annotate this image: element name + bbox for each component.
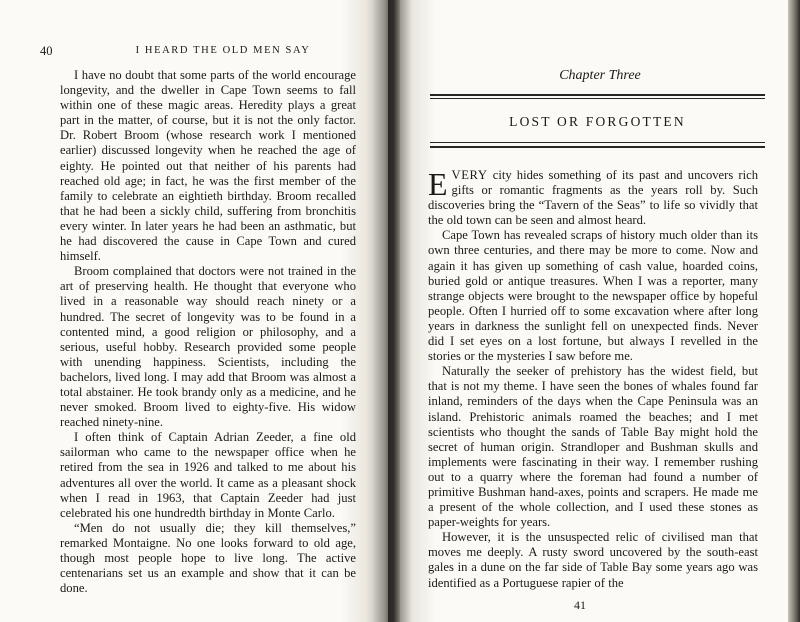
opening-paragraph-text: city hides something of its past and uncovers rich gifts or romantic fragments as the years roll by. Such discoveries bring the “Tavern of the Seas” to life so vividly that the old town can be seen and almost heard. — [428, 168, 758, 228]
chapter-rule-bottom — [430, 146, 765, 148]
chapter-rule-top — [430, 94, 765, 96]
left-paragraph-1: I have no doubt that some parts of the world encourage longevity, and the dweller in Cape Town seems to fall within one of these magic areas. Heredity plays a great part in the matter, of course, but it is not the only factor. Dr. Robert Broom (whose research work I mentioned earlier) discussed longevity when he reached the age of eighty. He pointed out that neither of his parents had reached old age; in fact, he was the first member of the family to celebrate an eightieth birthday. Broom recalled that he had been a sickly child, suffering from bronchitis every winter. In later years he had been an asthmatic, but he had discovered the cause in Cape Town and cured himself. — [60, 68, 356, 264]
right-paragraph-4: However, it is the unsuspected relic of civilised man that moves me deeply. A rusty sword uncovered by the south-east gales in a dune on the far side of Table Bay some years ago was identified as a Portuguese rapier of the — [428, 530, 758, 590]
right-page-edge — [788, 0, 800, 622]
running-head-title: I HEARD THE OLD MEN SAY — [135, 45, 311, 56]
gutter-shadow — [366, 0, 400, 622]
right-paragraph-1 — [428, 168, 758, 228]
chapter-title: LOST OR FORGOTTEN — [509, 114, 686, 129]
left-paragraph-2: Broom complained that doctors were not trained in the art of preserving health. He thought that everyone who lived in a reasonable way should reach ninety or a hundred. The secret of longevity was to be found in a contented mind, a good religion or philosophy, and a serious, useful hobby. Research provided some people with unending happiness. Scientists, including the bachelors, lived long. I may add that Broom was almost a total abstainer. He took brandy only as a medicine, and he never smoked. Broom lived to eighty-five. His widow reached ninety-nine. — [60, 264, 356, 430]
running-head — [40, 44, 356, 60]
left-body-text — [60, 68, 356, 596]
left-paragraph-4: “Men do not usually die; they kill themselves,” remarked Montaigne. No one looks forward to old age, though most people hope to live long. The active centenarians set us an example and show that it can be done. — [60, 520, 356, 596]
chapter-rule-top-thin — [430, 98, 765, 99]
left-page-number: 40 — [40, 44, 53, 58]
chapter-label: Chapter Three — [559, 68, 641, 83]
drop-cap: E — [428, 166, 448, 202]
chapter-rule-bottom-thin — [430, 142, 765, 143]
right-page-number: 41 — [574, 598, 586, 612]
left-paragraph-3: I often think of Captain Adrian Zeeder, a fine old sailorman who came to the newspaper office when he retired from the sea in 1926 and talked to me about his adventures all over the world. It came as a pleasant shock when I read in 1963, that Captain Zeeder had just celebrated his one hundredth birthday in Monte Carlo. — [60, 430, 356, 520]
right-paragraph-2: Cape Town has revealed scraps of history much older than its own three centuries, and there may be more to come. Now and again it has given up something of cash value, hoarded coins, buried gold or antique treasures. When I was a reporter, many strange objects were brought to the newspaper office by hopeful people. Often I hurried off to some excavation where after long years in darkness the sunlight fell on unexpected finds. Never did I set eyes on a lost fortune, but always I revelled in the stories or the mysteries I saw before me. — [428, 228, 758, 364]
right-body-text — [428, 168, 758, 591]
right-paragraph-3: Naturally the seeker of prehistory has the widest field, but that is not my theme. I have seen the bones of whales found far inland, reminders of the days when the Cape Peninsula was an island. Prehistoric animals roamed the beaches; and I met scientists who thought the sands of Table Bay might hold the secret of human origin. Strandloper and Bushman skulls and implements were fascinating in their way. I remember rushing out to a quarry where the foreman had found a number of primitive Bushman hand-axes, points and scrapers. He made me a present of the whole collection, and I used these stones as paper-weights for years. — [428, 364, 758, 530]
opening-word: VERY — [451, 168, 488, 182]
